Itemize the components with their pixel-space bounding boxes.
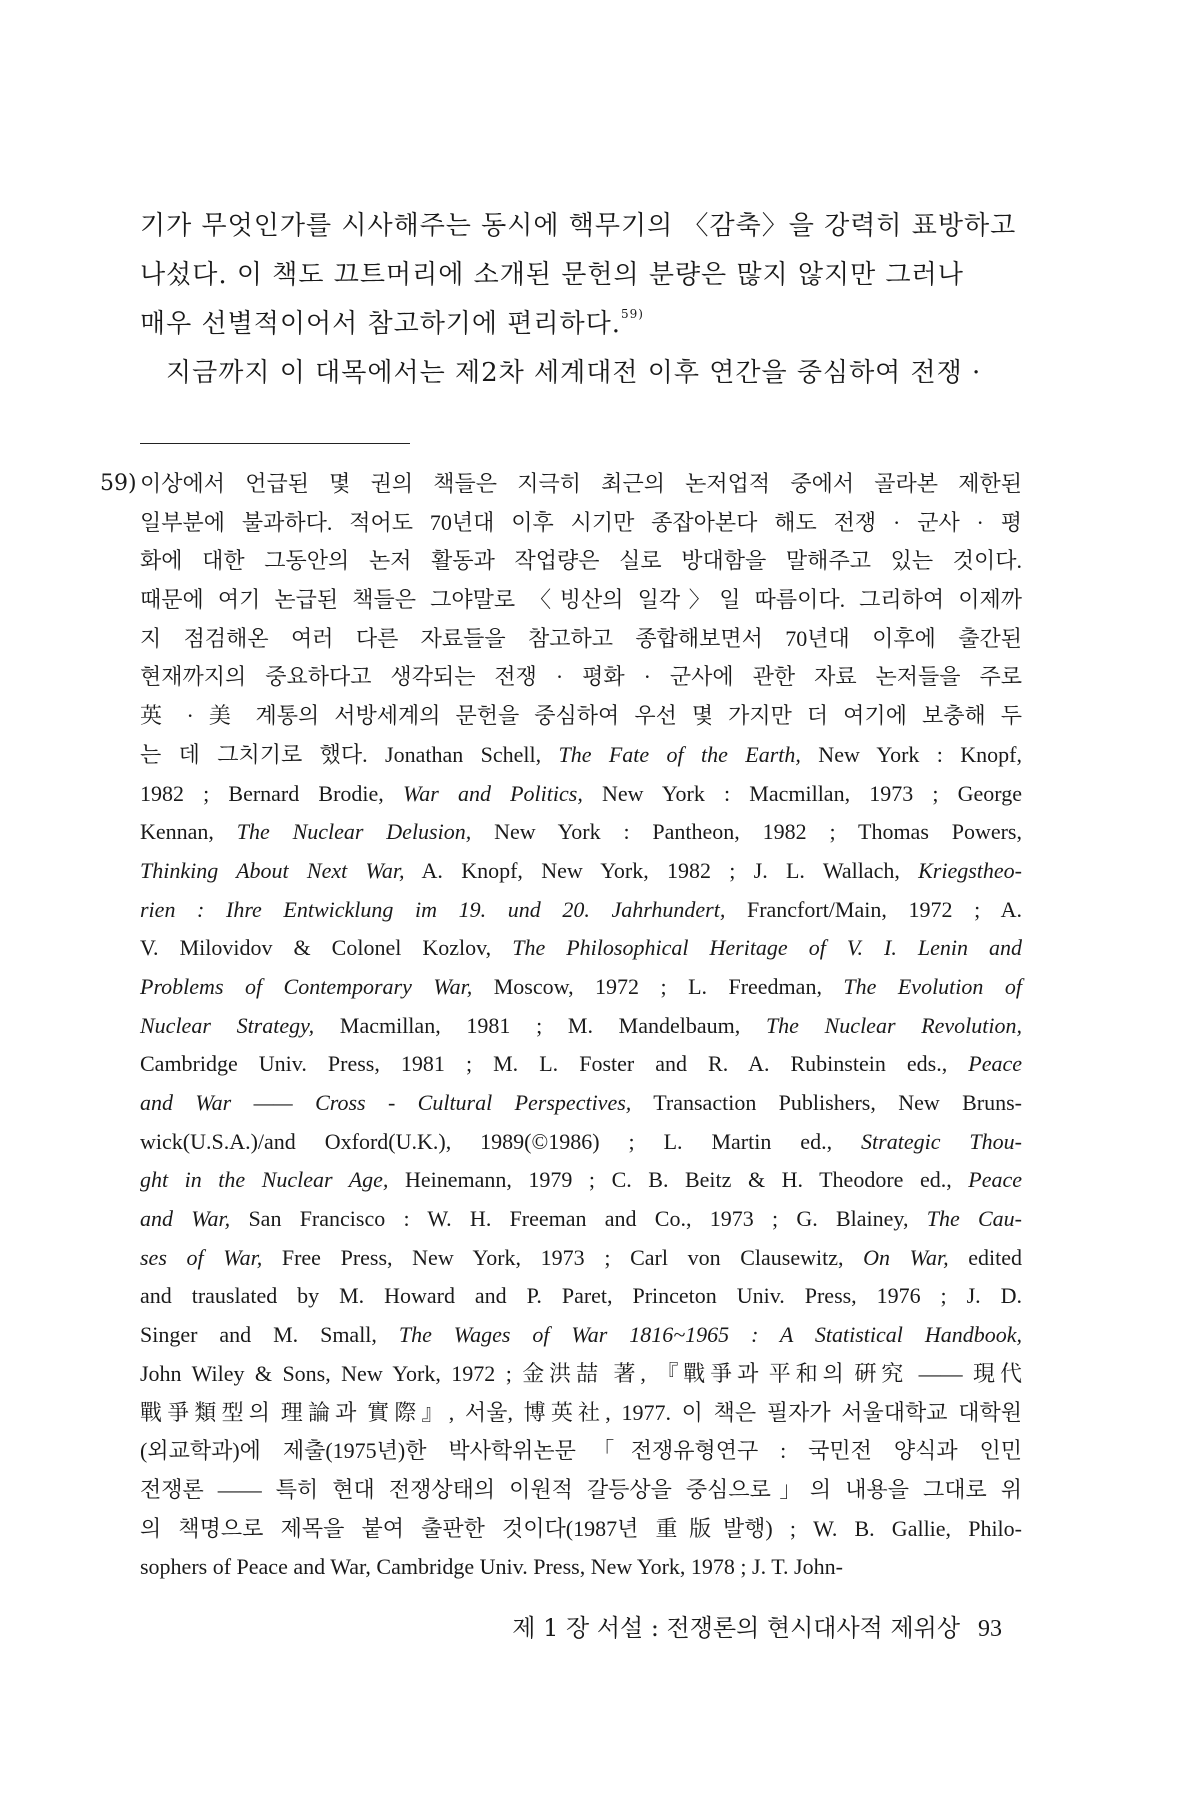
- footnote-line: John Wiley & Sons, New York, 1972 ; 金洪喆 著, 『戰爭과 平和의 硏究 —— 現代: [140, 1360, 1022, 1386]
- citation-title: Problems of Contemporary War,: [140, 973, 473, 999]
- citation-text: New York : Macmillan, 1973 ; George: [582, 780, 1022, 806]
- footnote-line: 전쟁론 —— 특히 현대 전쟁상태의 이원적 갈등상을 중심으로」의 내용을 그대로 위: [140, 1476, 1022, 1502]
- citation-title: rien : Ihre Entwicklung im 19. und 20. Jahrhundert,: [140, 896, 726, 922]
- footnote-line: (외교학과)에 제출(1975년)한 박사학위논문「전쟁유형연구 : 국민전 양식과 인민: [140, 1438, 1022, 1464]
- citation-title: Strategic Thou-: [861, 1128, 1022, 1154]
- citation-title: Kriegstheo-: [918, 857, 1023, 883]
- footnote-line: [140, 968, 1022, 1007]
- citation-text: Singer and M. Small,: [140, 1322, 399, 1348]
- citation-title: Nuclear Strategy,: [140, 1012, 315, 1038]
- footnote-line: [140, 891, 1022, 930]
- footnote-number: 59): [100, 471, 137, 496]
- citation-text: 는 데 그치기로 했다. Jonathan Schell,: [140, 741, 559, 767]
- footnote-line: 이상에서 언급된 몇 권의 책들은 지극히 최근의 논저업적 중에서 골라본 제한된: [140, 471, 1022, 496]
- footnote-line: 英 · 美 계통의 서방세계의 문헌을 중심하여 우선 몇 가지만 더 여기에 보충해 두: [140, 703, 1022, 729]
- body-line: 매우 선별적이어서 참고하기에 편리하다.: [140, 309, 622, 339]
- footnote-line: 때문에 여기 논급된 책들은 그야말로 〈빙산의 일각〉일 따름이다. 그리하여 이제까: [140, 587, 1022, 613]
- body-line: 나섰다. 이 책도 끄트머리에 소개된 문헌의 분량은 많지 않지만 그러나: [140, 260, 964, 290]
- citation-text: A. Knopf, New York, 1982 ; J. L. Wallach,: [404, 857, 919, 883]
- footnote-line: [140, 1084, 1022, 1123]
- footnote-body: [140, 465, 1022, 1587]
- footnote-line: 일부분에 불과하다. 적어도 70년대 이후 시기만 종잡아본다 해도 전쟁 · 군사 · 평: [140, 509, 1022, 535]
- citation-text: Macmillan, 1981 ; M. Mandelbaum,: [314, 1012, 766, 1038]
- citation-title: The Cau-: [926, 1206, 1022, 1232]
- citation-text: Francfort/Main, 1972 ; A.: [725, 896, 1022, 922]
- citation-title: and War —— Cross - Cultural Perspectives,: [140, 1090, 632, 1115]
- footnote-line: [140, 852, 1022, 891]
- citation-title: The Evolution of: [843, 973, 1022, 999]
- citation-title: War and Politics,: [402, 780, 583, 806]
- body-line-with-ref: [140, 300, 1020, 349]
- citation-text: 1982 ; Bernard Brodie,: [140, 780, 403, 806]
- citation-text: New York : Knopf,: [800, 741, 1022, 767]
- citation-title: ght in the Nuclear Age,: [140, 1167, 389, 1193]
- footnote-line: [140, 775, 1022, 814]
- citation-text: Cambridge Univ. Press, 1981 ; M. L. Foster and R. A. Rubinstein eds.,: [140, 1051, 969, 1077]
- footnote-line: [140, 1161, 1022, 1200]
- citation-text: Transaction Publishers, New Bruns-: [631, 1090, 1023, 1115]
- footnote-line: [140, 1316, 1022, 1355]
- footnote-line: 화에 대한 그동안의 논저 활동과 작업량은 실로 방대함을 말해주고 있는 것이다.: [140, 548, 1022, 574]
- citation-text: New York : Pantheon, 1982 ; Thomas Powers,: [471, 819, 1022, 845]
- footnote-line: 지 점검해온 여러 다른 자료들을 참고하고 종합해보면서 70년대 이후에 출간된: [140, 625, 1022, 651]
- footnote-line: [140, 736, 1022, 775]
- citation-title: and War,: [140, 1206, 231, 1232]
- footnote-line: 의 책명으로 제목을 붙여 출판한 것이다(1987년 重版발행) ; W. B. Gallie, Philo-: [140, 1515, 1022, 1541]
- citation-text: edited: [948, 1244, 1022, 1270]
- citation-title: Thinking About Next War,: [140, 857, 405, 883]
- citation-text: Free Press, New York, 1973 ; Carl von Clausewitz,: [262, 1244, 864, 1270]
- footnote-reference: 59): [621, 307, 644, 321]
- footnote-line: [140, 1200, 1022, 1239]
- citation-text: Heinemann, 1979 ; C. B. Beitz & H. Theodore ed.,: [388, 1167, 969, 1193]
- citation-title: ses of War,: [140, 1244, 263, 1270]
- footnote-divider: [140, 443, 410, 444]
- citation-title: The Philosophical Heritage of V. I. Lenin and: [512, 935, 1022, 961]
- citation-title: Peace: [968, 1051, 1022, 1077]
- citation-title: The Nuclear Revolution,: [765, 1012, 1023, 1038]
- body-line: 지금까지 이 대목에서는 제2차 세계대전 이후 연간을 중심하여 전쟁 ·: [166, 358, 982, 388]
- footnote-line: [140, 813, 1022, 852]
- footnote-line: [140, 1045, 1022, 1084]
- body-line: 기가 무엇인가를 시사해주는 동시에 핵무기의 〈감축〉을 강력히 표방하고: [140, 211, 1017, 241]
- citation-text: Kennan,: [140, 819, 237, 845]
- citation-title: The Fate of the Earth,: [558, 741, 801, 767]
- footnote-line: 현재까지의 중요하다고 생각되는 전쟁 · 평화 · 군사에 관한 자료 논저들을 주로: [140, 664, 1022, 690]
- citation-text: Moscow, 1972 ; L. Freedman,: [472, 973, 844, 999]
- footnote-line: [140, 1123, 1022, 1162]
- footnote-line: sophers of Peace and War, Cambridge Univ. Press, New York, 1978 ; J. T. John-: [140, 1554, 843, 1580]
- citation-title: On War,: [863, 1244, 949, 1270]
- chapter-title: 제 1 장 서설 : 전쟁론의 현시대사적 제위상: [512, 1614, 960, 1642]
- footnote-line: and trauslated by M. Howard and P. Paret, Princeton Univ. Press, 1976 ; J. D.: [140, 1283, 1022, 1309]
- running-footer: [482, 1613, 1002, 1644]
- citation-title: Peace: [968, 1167, 1022, 1193]
- citation-text: V. Milovidov & Colonel Kozlov,: [140, 935, 513, 961]
- citation-title: The Wages of War 1816~1965 : A Statistical Handbook,: [398, 1322, 1022, 1348]
- footnote-line: 戰爭類型의 理論과 實際』, 서울, 博英社, 1977. 이 책은 필자가 서울대학교 대학원: [140, 1399, 1022, 1425]
- footnote-line: [140, 1239, 1022, 1278]
- footnote-line: [140, 1007, 1022, 1046]
- citation-text: wick(U.S.A.)/and Oxford(U.K.), 1989(©1986) ; L. Martin ed.,: [140, 1128, 862, 1154]
- page-number: 93: [978, 1616, 1002, 1642]
- main-body-text: [140, 202, 1020, 398]
- citation-text: San Francisco : W. H. Freeman and Co., 1973 ; G. Blainey,: [230, 1206, 927, 1232]
- footnote-line: [140, 929, 1022, 968]
- citation-title: The Nuclear Delusion,: [236, 819, 472, 845]
